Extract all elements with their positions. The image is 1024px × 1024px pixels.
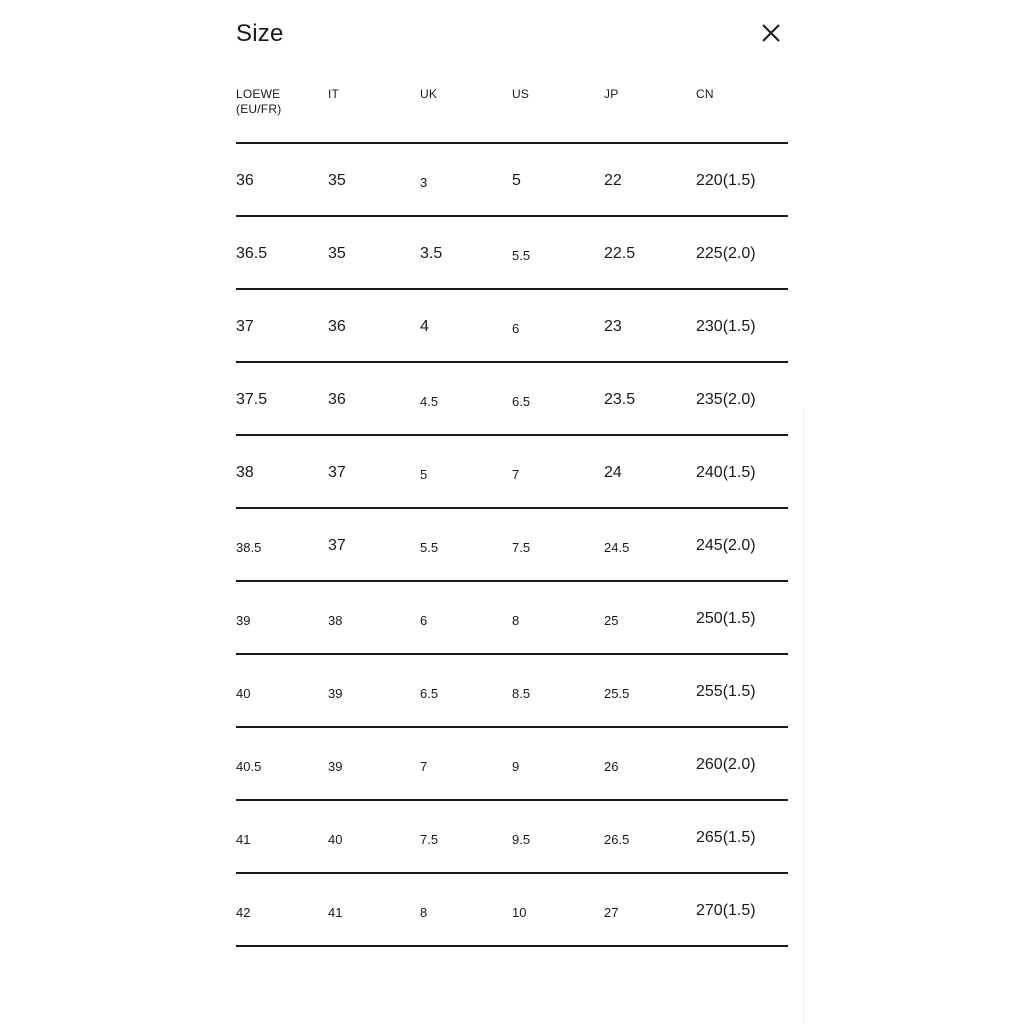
table-row bbox=[236, 144, 788, 217]
close-button[interactable] bbox=[756, 18, 786, 48]
loewe-size-cell: 39 bbox=[236, 613, 251, 628]
table-row bbox=[236, 874, 788, 947]
header-label: JP bbox=[604, 87, 619, 101]
it-size-cell: 35 bbox=[328, 245, 346, 262]
jp-size-cell: 22 bbox=[604, 172, 622, 189]
table-row bbox=[236, 728, 788, 801]
jp-size-cell: 23.5 bbox=[604, 391, 636, 408]
header-uk bbox=[420, 87, 437, 102]
jp-size-cell: 26 bbox=[604, 759, 619, 774]
us-size-cell: 9 bbox=[512, 759, 520, 774]
loewe-size-cell: 36.5 bbox=[236, 245, 268, 262]
us-size-cell: 10 bbox=[512, 905, 527, 920]
us-size-cell: 5.5 bbox=[512, 248, 531, 263]
header-label: LOEWE bbox=[236, 87, 281, 101]
cn-size-cell: 225(2.0) bbox=[696, 245, 756, 262]
uk-size-cell: 8 bbox=[420, 905, 428, 920]
jp-size-cell: 24 bbox=[604, 464, 622, 481]
header-label: (EU/FR) bbox=[236, 102, 282, 116]
cn-size-cell: 260(2.0) bbox=[696, 756, 756, 773]
us-size-cell: 7 bbox=[512, 467, 520, 482]
header-cn bbox=[696, 87, 714, 102]
it-size-cell: 39 bbox=[328, 759, 343, 774]
uk-size-cell: 5.5 bbox=[420, 540, 439, 555]
table-row bbox=[236, 290, 788, 363]
us-size-cell: 7.5 bbox=[512, 540, 531, 555]
cn-size-cell: 250(1.5) bbox=[696, 610, 756, 627]
it-size-cell: 39 bbox=[328, 686, 343, 701]
header-label: US bbox=[512, 87, 530, 101]
it-size-cell: 41 bbox=[328, 905, 343, 920]
it-size-cell: 37 bbox=[328, 464, 346, 481]
us-size-cell: 5 bbox=[512, 172, 521, 189]
jp-size-cell: 23 bbox=[604, 318, 622, 335]
cn-size-cell: 270(1.5) bbox=[696, 902, 756, 919]
jp-size-cell: 27 bbox=[604, 905, 619, 920]
loewe-size-cell: 38 bbox=[236, 464, 254, 481]
table-row bbox=[236, 801, 788, 874]
it-size-cell: 40 bbox=[328, 832, 343, 847]
loewe-size-cell: 37.5 bbox=[236, 391, 268, 408]
header-label: CN bbox=[696, 87, 714, 101]
header-loewe-eu-fr bbox=[236, 87, 281, 117]
table-header-row bbox=[236, 78, 788, 144]
cn-size-cell: 265(1.5) bbox=[696, 829, 756, 846]
it-size-cell: 36 bbox=[328, 391, 346, 408]
uk-size-cell: 7 bbox=[420, 759, 428, 774]
it-size-cell: 38 bbox=[328, 613, 343, 628]
loewe-size-cell: 36 bbox=[236, 172, 254, 189]
header-us bbox=[512, 87, 529, 102]
jp-size-cell: 24.5 bbox=[604, 540, 630, 555]
uk-size-cell: 3 bbox=[420, 175, 428, 190]
header-jp bbox=[604, 87, 618, 102]
uk-size-cell: 5 bbox=[420, 467, 428, 482]
uk-size-cell: 6 bbox=[420, 613, 428, 628]
jp-size-cell: 25.5 bbox=[604, 686, 630, 701]
uk-size-cell: 4.5 bbox=[420, 394, 439, 409]
size-table bbox=[236, 78, 788, 947]
cn-size-cell: 220(1.5) bbox=[696, 172, 756, 189]
header-it bbox=[328, 87, 339, 102]
dialog-title: Size bbox=[236, 20, 284, 47]
loewe-size-cell: 41 bbox=[236, 832, 251, 847]
uk-size-cell: 4 bbox=[420, 318, 429, 335]
cn-size-cell: 240(1.5) bbox=[696, 464, 756, 481]
us-size-cell: 6.5 bbox=[512, 394, 531, 409]
table-row bbox=[236, 655, 788, 728]
header-label: IT bbox=[328, 87, 340, 101]
us-size-cell: 9.5 bbox=[512, 832, 531, 847]
cn-size-cell: 255(1.5) bbox=[696, 683, 756, 700]
table-row bbox=[236, 582, 788, 655]
cn-size-cell: 235(2.0) bbox=[696, 391, 756, 408]
loewe-size-cell: 40 bbox=[236, 686, 251, 701]
uk-size-cell: 6.5 bbox=[420, 686, 439, 701]
table-row bbox=[236, 217, 788, 290]
jp-size-cell: 25 bbox=[604, 613, 619, 628]
us-size-cell: 8.5 bbox=[512, 686, 531, 701]
header-label: UK bbox=[420, 87, 438, 101]
close-icon bbox=[756, 18, 786, 48]
jp-size-cell: 22.5 bbox=[604, 245, 636, 262]
it-size-cell: 35 bbox=[328, 172, 346, 189]
table-row bbox=[236, 363, 788, 436]
cn-size-cell: 245(2.0) bbox=[696, 537, 756, 554]
loewe-size-cell: 38.5 bbox=[236, 540, 262, 555]
loewe-size-cell: 37 bbox=[236, 318, 254, 335]
uk-size-cell: 3.5 bbox=[420, 245, 443, 262]
uk-size-cell: 7.5 bbox=[420, 832, 439, 847]
panel-edge-divider bbox=[803, 410, 804, 1024]
us-size-cell: 6 bbox=[512, 321, 520, 336]
loewe-size-cell: 40.5 bbox=[236, 759, 262, 774]
table-row bbox=[236, 509, 788, 582]
loewe-size-cell: 42 bbox=[236, 905, 251, 920]
jp-size-cell: 26.5 bbox=[604, 832, 630, 847]
table-row bbox=[236, 436, 788, 509]
us-size-cell: 8 bbox=[512, 613, 520, 628]
it-size-cell: 36 bbox=[328, 318, 346, 335]
it-size-cell: 37 bbox=[328, 537, 346, 554]
cn-size-cell: 230(1.5) bbox=[696, 318, 756, 335]
